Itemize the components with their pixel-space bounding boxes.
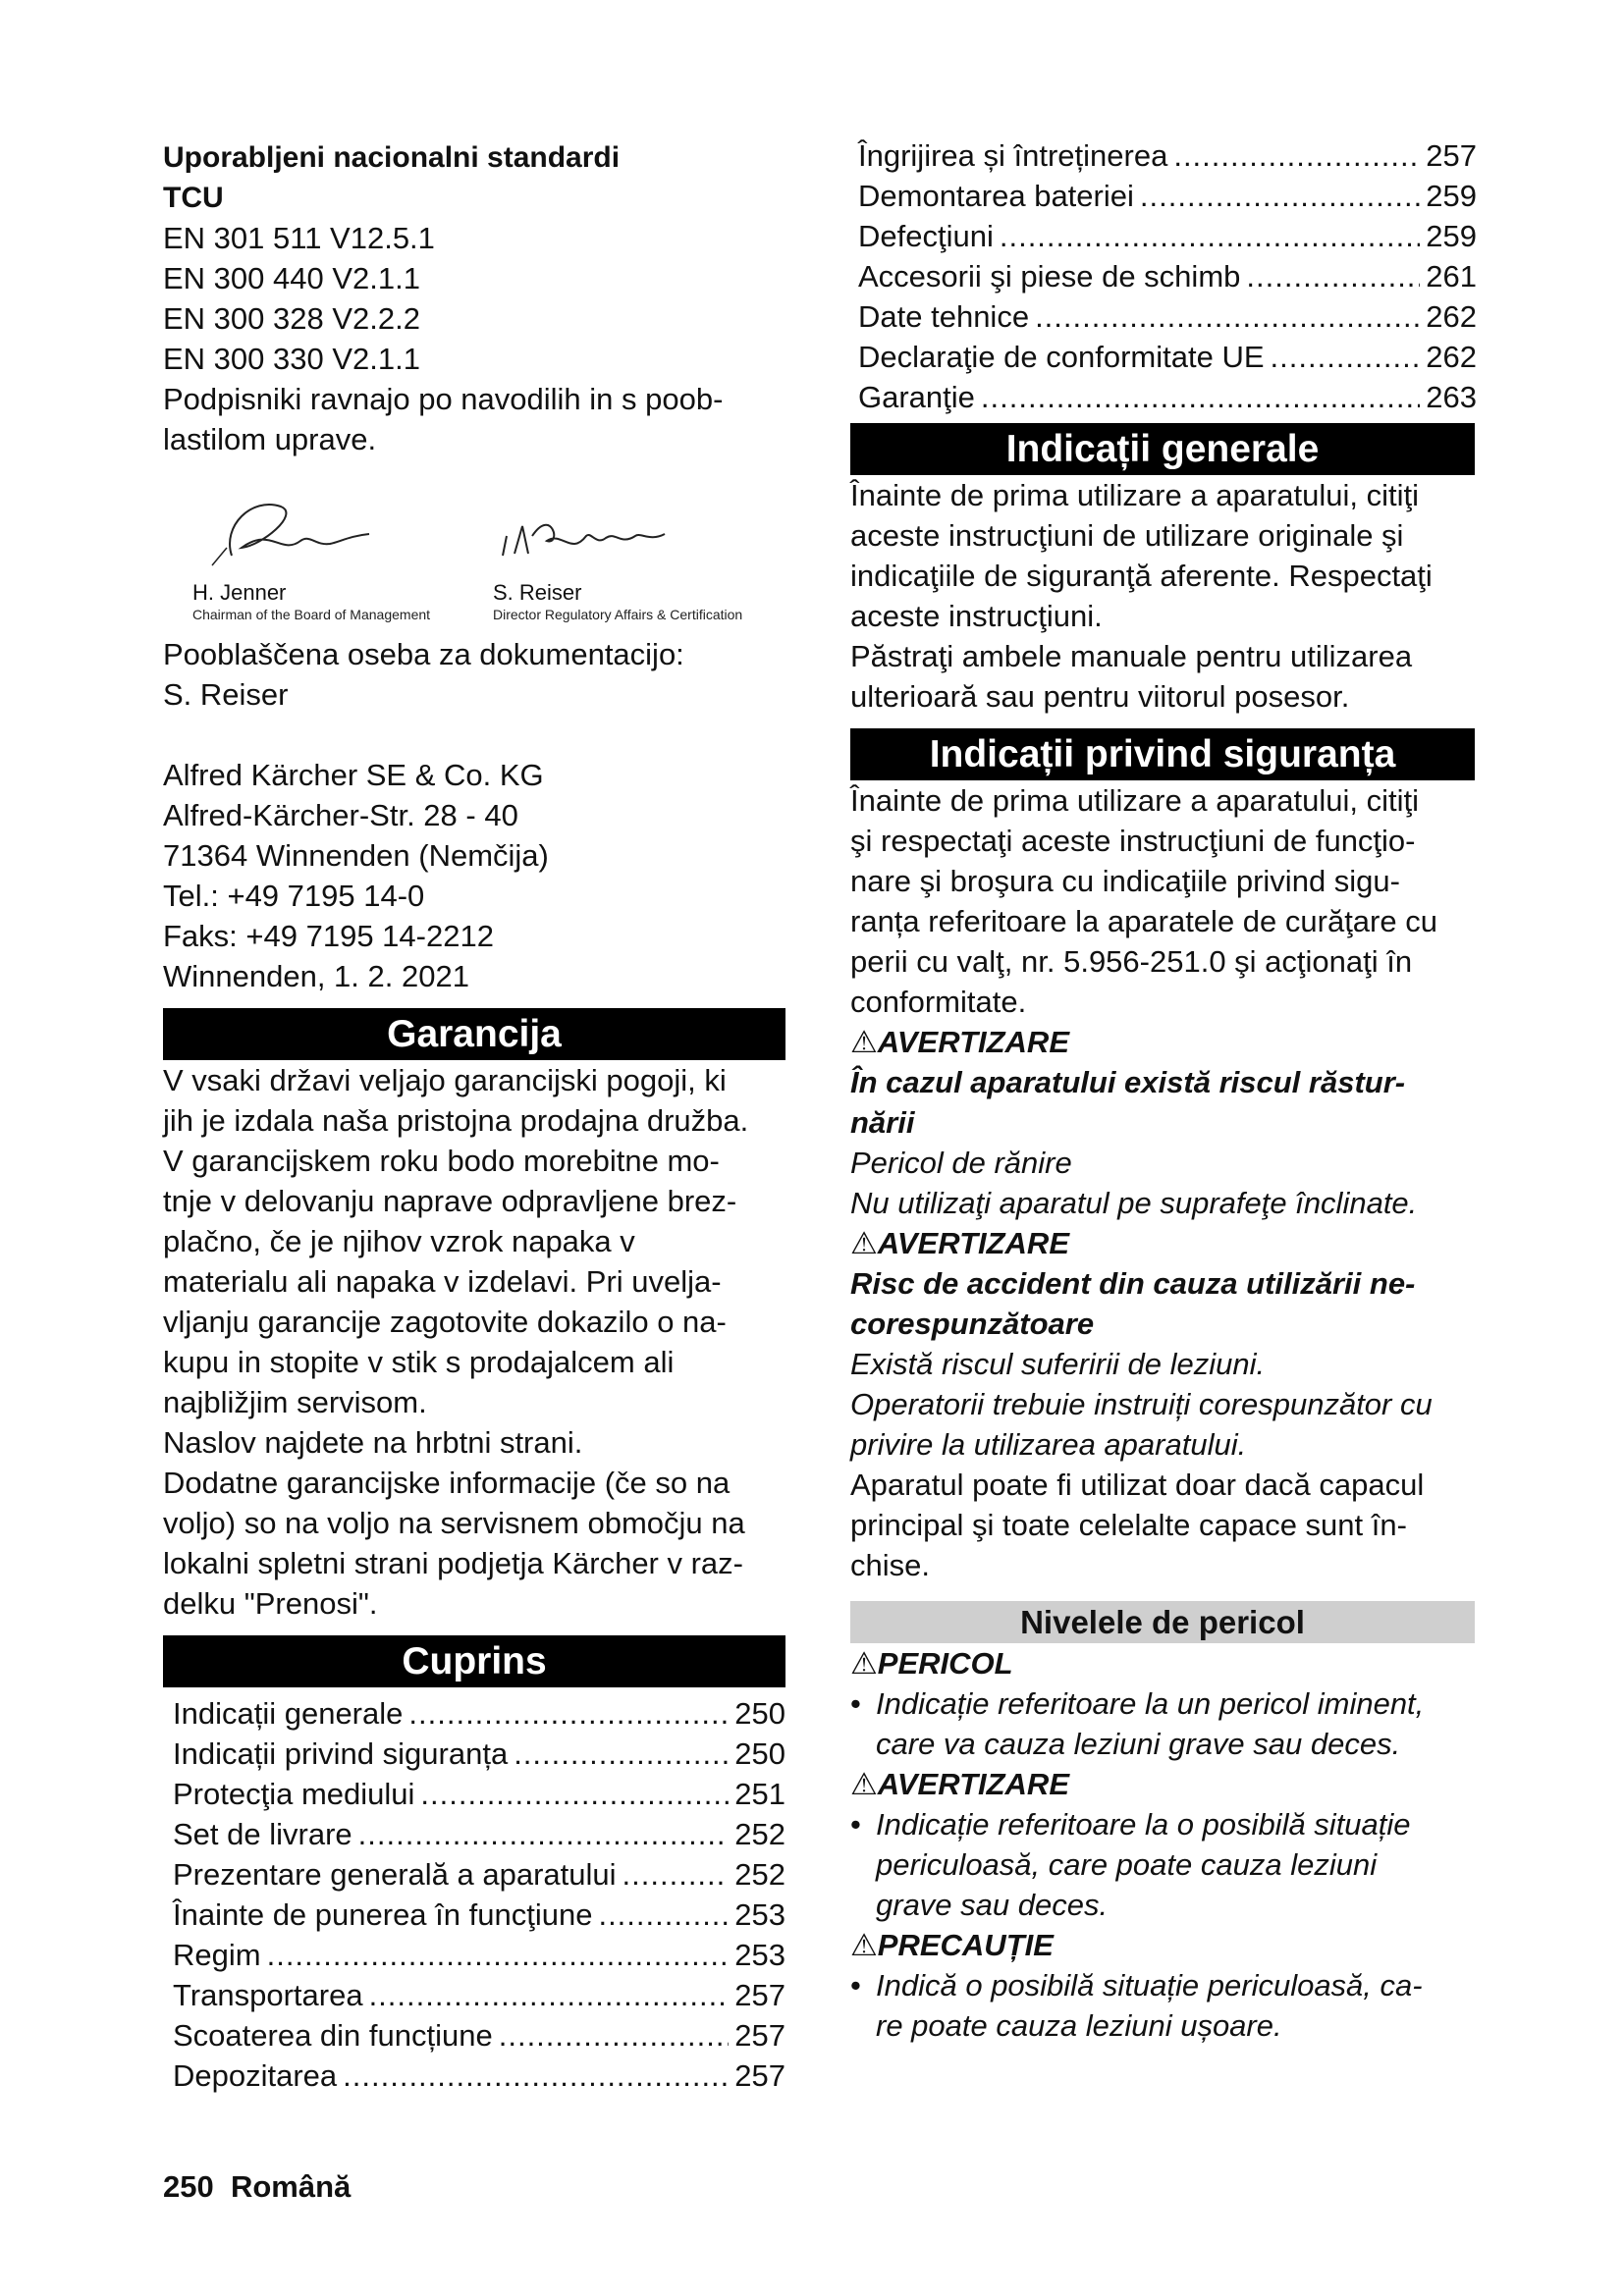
toc-entry[interactable] (858, 135, 1477, 176)
safety-line: perii cu valţ, nr. 5.956-251.0 şi acţionaţi în (850, 944, 1413, 979)
toc-leader (1140, 176, 1420, 216)
section-title-general: Indicații generale (850, 423, 1475, 475)
hazard-level-line (850, 2005, 1475, 2046)
toc-entry-title: Garanţie (858, 380, 975, 414)
warning-triangle-icon: ⚠ (850, 1025, 878, 1059)
warning1-title-line: nării (850, 1105, 915, 1140)
warning-label-text: AVERTIZARE (877, 1226, 1069, 1260)
toc-entry-title: Prezentare generală a aparatului (173, 1857, 617, 1892)
toc-entry-page: 262 (1426, 299, 1477, 334)
toc-entry[interactable] (173, 1734, 785, 1774)
warning1-title-line: În cazul aparatului există riscul răstur- (850, 1065, 1406, 1099)
garancija-line: lokalni spletni strani podjetja Kärcher v raz- (163, 1546, 743, 1580)
general-line: Păstraţi ambele manuale pentru utilizarea (850, 639, 1413, 673)
bullet-indent (850, 1724, 876, 1764)
warning2-title-line: Risc de accident din cauza utilizării ne- (850, 1266, 1416, 1301)
garancija-line: delku "Prenosi". (163, 1586, 378, 1621)
address-line: Tel.: +49 7195 14-0 (163, 879, 425, 913)
toc-leader (499, 2015, 730, 2056)
bullet-indent (850, 1844, 876, 1885)
general-line: Înainte de prima utilizare a aparatului, citiţi (850, 478, 1419, 512)
toc-entry[interactable] (858, 377, 1477, 417)
garancija-line: voljo) so na voljo na servisnem območju na (163, 1506, 745, 1540)
toc-leader (1000, 216, 1420, 256)
garancija-line: plačno, če je njihov vzrok napaka v (163, 1224, 635, 1258)
general-line: aceste instrucţiuni. (850, 599, 1103, 633)
toc-entry[interactable] (858, 337, 1477, 377)
signatures (163, 487, 785, 634)
covers-line: principal şi toate celelalte capace sunt în- (850, 1508, 1407, 1542)
footer-language: Română (230, 2169, 352, 2204)
toc-leader (369, 1975, 730, 2015)
toc-list (163, 1693, 785, 2096)
signatories-note-line: Podpisniki ravnajo po navodilih in s poob- (163, 382, 724, 416)
tcu-heading: TCU (163, 182, 224, 214)
warning2-title-line: corespunzătoare (850, 1307, 1095, 1341)
hazard-level-text: re poate cauza leziuni ușoare. (876, 2008, 1282, 2043)
left-column (163, 137, 785, 2096)
page-number: 250 (163, 2169, 214, 2204)
toc-entry-page: 252 (734, 1857, 785, 1892)
garancija-line: kupu in stopite v stik s prodajalcem ali (163, 1345, 675, 1379)
toc-list-continued (850, 135, 1477, 417)
garancija-line: jih je izdala naša pristojna prodajna družba. (163, 1103, 749, 1138)
toc-entry-title: Transportarea (173, 1978, 363, 2012)
toc-leader (420, 1774, 729, 1814)
signatory-name: S. Reiser (493, 580, 582, 605)
safety-line: ranța referitoare la aparatele de curăţare cu (850, 904, 1437, 938)
toc-entry-page: 257 (734, 2058, 785, 2093)
general-line: aceste instrucţiuni de utilizare originale şi (850, 518, 1404, 553)
toc-entry-page: 257 (734, 1978, 785, 2012)
bullet-indent (850, 1885, 876, 1925)
bullet-indent (850, 2005, 876, 2046)
toc-entry-title: Defecţiuni (858, 219, 994, 253)
toc-entry-page: 263 (1426, 380, 1477, 414)
standard-item: EN 300 328 V2.2.2 (163, 301, 420, 336)
section-title-safety: Indicații privind siguranța (850, 728, 1475, 780)
warning-triangle-icon: ⚠ (850, 1226, 878, 1260)
toc-leader (598, 1895, 729, 1935)
bullet-icon: • (850, 1968, 861, 2002)
toc-leader (358, 1814, 730, 1854)
hazard-level-text: Indicație referitoare la o posibilă situație (876, 1807, 1411, 1842)
warning-label-text: PRECAUȚIE (877, 1928, 1054, 1962)
hazard-level-line (850, 1804, 1475, 1844)
warning2-text-line: Operatorii trebuie instruiți corespunzător cu (850, 1387, 1433, 1421)
toc-entry-title: Regim (173, 1938, 261, 1972)
toc-leader (514, 1734, 729, 1774)
toc-entry-page: 261 (1426, 259, 1477, 294)
garancija-line: Dodatne garancijske informacije (če so na (163, 1466, 731, 1500)
toc-entry-title: Accesorii şi piese de schimb (858, 259, 1241, 294)
hazard-level-text: grave sau deces. (876, 1888, 1109, 1922)
covers-line: chise. (850, 1548, 930, 1582)
toc-leader (1246, 256, 1420, 296)
toc-entry-title: Indicații privind siguranța (173, 1736, 509, 1771)
hazard-level-line (850, 1683, 1475, 1724)
toc-entry-title: Înainte de punerea în funcţiune (173, 1897, 593, 1932)
toc-entry-title: Depozitarea (173, 2058, 338, 2093)
hazard-level-line (850, 1965, 1475, 2005)
warning-label (850, 1223, 1475, 1263)
warning-label (850, 1764, 1475, 1804)
toc-entry[interactable] (173, 1975, 785, 2015)
toc-entry-title: Date tehnice (858, 299, 1030, 334)
toc-entry-page: 253 (734, 1897, 785, 1932)
hazard-level-text: periculoasă, care poate cauza leziuni (876, 1847, 1378, 1882)
standard-item: EN 301 511 V12.5.1 (163, 221, 435, 255)
bullet-icon: • (850, 1686, 861, 1721)
toc-entry[interactable] (173, 1935, 785, 1975)
toc-leader (267, 1935, 730, 1975)
toc-entry-page: 251 (734, 1777, 785, 1811)
warning-triangle-icon: ⚠ (850, 1646, 878, 1681)
warning-triangle-icon: ⚠ (850, 1928, 878, 1962)
warning-label (850, 1643, 1475, 1683)
toc-entry-title: Demontarea bateriei (858, 179, 1134, 213)
general-line: indicaţiile de siguranţă aferente. Respectaţi (850, 559, 1433, 593)
toc-leader (623, 1854, 730, 1895)
warning2-text-line: privire la utilizarea aparatului. (850, 1427, 1247, 1462)
toc-leader (1271, 337, 1421, 377)
toc-entry[interactable] (173, 1774, 785, 1814)
bullet-icon: • (850, 1807, 861, 1842)
hazard-level-text: care va cauza leziuni grave sau deces. (876, 1727, 1401, 1761)
warning-label (850, 1022, 1475, 1062)
warning-label (850, 1925, 1475, 1965)
toc-entry-title: Îngrijirea și întreținerea (858, 138, 1168, 173)
toc-entry[interactable] (858, 216, 1477, 256)
authorized-line: S. Reiser (163, 677, 289, 712)
toc-leader (408, 1693, 729, 1734)
section-title-cuprins: Cuprins (163, 1635, 785, 1687)
toc-entry[interactable] (173, 2015, 785, 2056)
toc-entry-page: 250 (734, 1736, 785, 1771)
toc-entry[interactable] (173, 1693, 785, 1734)
garancija-line: materialu ali napaka v izdelavi. Pri uvelja- (163, 1264, 722, 1299)
garancija-line: V garancijskem roku bodo morebitne mo- (163, 1144, 720, 1178)
toc-entry-page: 262 (1426, 340, 1477, 374)
hazard-level-line (850, 1844, 1475, 1885)
safety-line: Înainte de prima utilizare a aparatului, citiţi (850, 783, 1419, 818)
safety-line: nare şi broşura cu indicaţiile privind sigu- (850, 864, 1400, 898)
safety-line: conformitate. (850, 985, 1027, 1019)
hazard-level-text: Indicație referitoare la un pericol iminent, (876, 1686, 1425, 1721)
toc-entry-title: Protecţia mediului (173, 1777, 415, 1811)
toc-leader (1173, 135, 1420, 176)
toc-entry-page: 252 (734, 1817, 785, 1851)
signature-block (493, 487, 742, 623)
section-title-hazard-levels: Nivelele de pericol (850, 1601, 1475, 1643)
address-line: Alfred Kärcher SE & Co. KG (163, 758, 544, 792)
warning-label-text: PERICOL (877, 1646, 1013, 1681)
signature-image (493, 487, 742, 580)
authorized-line: Pooblaščena oseba za dokumentacijo: (163, 637, 684, 671)
toc-entry[interactable] (858, 296, 1477, 337)
toc-leader (981, 377, 1420, 417)
warning-label-text: AVERTIZARE (877, 1025, 1069, 1059)
garancija-line: V vsaki državi veljajo garancijski pogoji, ki (163, 1063, 727, 1097)
toc-entry-title: Scoaterea din funcțiune (173, 2018, 493, 2053)
signature-image (192, 487, 430, 580)
toc-entry[interactable] (858, 256, 1477, 296)
hazard-level-text: Indică o posibilă situație periculoasă, ca- (876, 1968, 1423, 2002)
right-column (850, 135, 1475, 2046)
toc-entry-page: 257 (734, 2018, 785, 2053)
general-line: ulterioară sau pentru viitorul posesor. (850, 679, 1350, 714)
toc-entry[interactable] (173, 1814, 785, 1854)
signatories-note-line: lastilom uprave. (163, 422, 377, 456)
warning-triangle-icon: ⚠ (850, 1767, 878, 1801)
address-line: Winnenden, 1. 2. 2021 (163, 959, 469, 993)
signature-block (192, 487, 430, 623)
signatory-role: Chairman of the Board of Management (192, 607, 431, 622)
toc-entry[interactable] (173, 1854, 785, 1895)
garancija-line: Naslov najdete na hrbtni strani. (163, 1425, 583, 1460)
standard-item: EN 300 440 V2.1.1 (163, 261, 420, 295)
garancija-line: najbližjim servisom. (163, 1385, 427, 1419)
toc-entry[interactable] (173, 2056, 785, 2096)
toc-leader (343, 2056, 729, 2096)
hazard-level-line (850, 1885, 1475, 1925)
address-line: Alfred-Kärcher-Str. 28 - 40 (163, 798, 518, 832)
page-footer (163, 2169, 351, 2205)
address-line: Faks: +49 7195 14-2212 (163, 919, 494, 953)
toc-entry-page: 259 (1426, 219, 1477, 253)
toc-entry[interactable] (858, 176, 1477, 216)
toc-entry-page: 257 (1426, 138, 1477, 173)
warning-label-text: AVERTIZARE (877, 1767, 1069, 1801)
standards-heading: Uporabljeni nacionalni standardi (163, 141, 621, 174)
garancija-line: vljanju garancije zagotovite dokazilo o na- (163, 1305, 727, 1339)
covers-line: Aparatul poate fi utilizat doar dacă capacul (850, 1468, 1425, 1502)
toc-entry[interactable] (173, 1895, 785, 1935)
toc-entry-page: 250 (734, 1696, 785, 1731)
toc-entry-page: 259 (1426, 179, 1477, 213)
address-line: 71364 Winnenden (Nemčija) (163, 838, 549, 873)
warning1-text-line: Nu utilizaţi aparatul pe suprafeţe înclinate. (850, 1186, 1418, 1220)
warning2-text-line: Există riscul suferirii de leziuni. (850, 1347, 1266, 1381)
toc-leader (1035, 296, 1420, 337)
safety-line: şi respectaţi aceste instrucţiuni de funcţio- (850, 824, 1416, 858)
warning1-text-line: Pericol de rănire (850, 1146, 1072, 1180)
section-title-garancija: Garancija (163, 1008, 785, 1060)
signatory-name: H. Jenner (192, 580, 287, 605)
garancija-line: tnje v delovanju naprave odpravljene brez- (163, 1184, 737, 1218)
hazard-level-line (850, 1724, 1475, 1764)
toc-entry-title: Indicații generale (173, 1696, 404, 1731)
toc-entry-title: Set de livrare (173, 1817, 352, 1851)
standard-item: EN 300 330 V2.1.1 (163, 342, 420, 376)
signatory-role: Director Regulatory Affairs & Certification (493, 607, 743, 622)
toc-entry-page: 253 (734, 1938, 785, 1972)
toc-entry-title: Declaraţie de conformitate UE (858, 340, 1265, 374)
